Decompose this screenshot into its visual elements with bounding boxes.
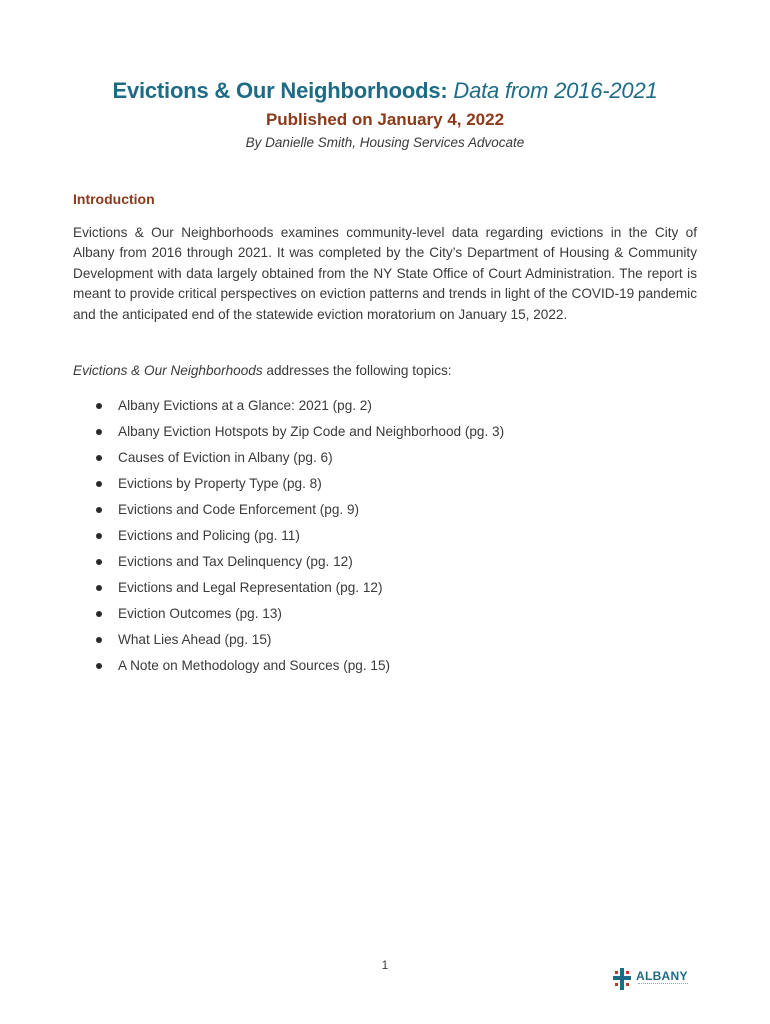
list-item [73, 500, 504, 526]
topic-text: A Note on Methodology and Sources (pg. 15) [118, 658, 391, 673]
topic-text: Albany Eviction Hotspots by Zip Code and Neighborhood (pg. 3) [118, 424, 505, 439]
topic-text: What Lies Ahead (pg. 15) [118, 632, 272, 647]
bullet-icon [96, 533, 102, 539]
topic-text: Albany Evictions at a Glance: 2021 (pg. 2) [118, 398, 372, 413]
topic-text: Evictions and Code Enforcement (pg. 9) [118, 502, 360, 517]
list-item [73, 474, 504, 500]
bullet-icon [96, 403, 102, 409]
bullet-icon [96, 429, 102, 435]
list-item [73, 448, 504, 474]
topic-text: Causes of Eviction in Albany (pg. 6) [118, 450, 333, 465]
list-item [73, 630, 504, 656]
list-item [73, 604, 504, 630]
title-main: Evictions & Our Neighborhoods: [112, 78, 448, 103]
topics-lead [73, 363, 452, 378]
bullet-icon [96, 663, 102, 669]
albany-emblem-icon [612, 968, 632, 990]
list-item [73, 578, 504, 604]
list-item [73, 396, 504, 422]
bullet-icon [96, 507, 102, 513]
introduction-heading: Introduction [73, 191, 155, 207]
list-item [73, 552, 504, 578]
published-date: Published on January 4, 2022 [265, 110, 505, 129]
bullet-icon [96, 585, 102, 591]
list-item [73, 422, 504, 448]
topic-text: Evictions and Tax Delinquency (pg. 12) [118, 554, 353, 569]
bullet-icon [96, 481, 102, 487]
topic-text: Evictions and Legal Representation (pg. 12) [118, 580, 383, 595]
list-item [73, 526, 504, 552]
introduction-paragraph: Evictions & Our Neighborhoods examines community-level data regarding evictions in the City of Albany from 2016 through 2021. It was completed by the City’s Department of Housing & Community Development with data largely obtained from the NY State Office of Court Administration. The report is meant to provide critical perspectives on eviction patterns and trends in light of the COVID-19 pandemic and the anticipated end of the statewide eviction moratorium on January 15, 2022. [73, 225, 697, 322]
bullet-icon [96, 455, 102, 461]
albany-logo [612, 966, 694, 992]
topic-text: Evictions and Policing (pg. 11) [118, 528, 300, 543]
bullet-icon [96, 611, 102, 617]
bullet-icon [96, 637, 102, 643]
bullet-icon [96, 559, 102, 565]
logo-wordmark: ALBANY [636, 969, 688, 983]
topic-text: Evictions by Property Type (pg. 8) [118, 476, 322, 491]
page-number: 1 [381, 958, 389, 972]
topic-text: Eviction Outcomes (pg. 13) [118, 606, 282, 621]
author-byline: By Danielle Smith, Housing Services Advocate [245, 135, 525, 150]
topics-lead-title: Evictions & Our Neighborhoods [73, 363, 263, 378]
list-item [73, 656, 504, 682]
logo-tagline-line [638, 983, 688, 986]
topics-lead-rest: addresses the following topics: [262, 363, 452, 378]
document-title [0, 78, 770, 104]
title-subtitle: Data from 2016-2021 [453, 78, 658, 103]
topic-list [73, 396, 504, 682]
